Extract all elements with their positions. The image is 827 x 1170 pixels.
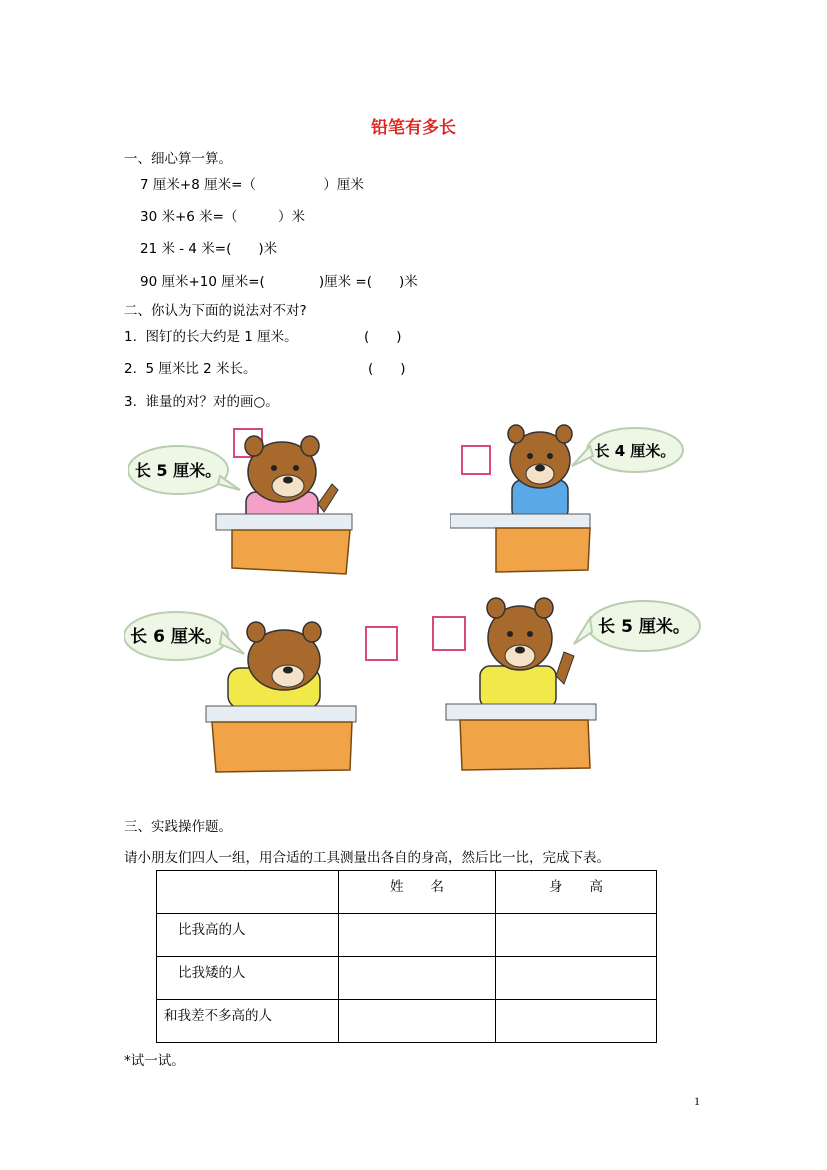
table-row [157,957,657,1000]
calc-item-3: 21 米 - 4 米=( )米 [140,241,278,257]
page-title: 铅笔有多长 [371,118,456,138]
bear-icon [228,622,321,708]
board-icon [460,720,590,770]
height-table [156,870,657,1043]
judge-item-1: 1. 图钉的长大约是 1 厘米。 [124,329,298,345]
ruler-icon [450,514,590,528]
table-row [157,1000,657,1043]
calc-item-2: 30 米+6 米=（ ）米 [140,209,305,225]
judge-blank-2[interactable]: ( ) [368,361,406,377]
calc-item-1: 7 厘米+8 厘米=（ ）厘米 [140,177,364,193]
bear-icon [508,425,572,520]
section1-heading: 一、细心算一算。 [124,151,232,167]
name-cell[interactable] [339,957,496,1000]
judge-item-2: 2. 5 厘米比 2 米长。 [124,361,257,377]
judge-item-3: 3. 谁量的对？对的画○。 [124,394,279,410]
section3-instruction: 请小朋友们四人一组，用合适的工具测量出各自的身高，然后比一比，完成下表。 [124,850,610,866]
height-cell[interactable] [496,957,657,1000]
row-label: 比我矮的人 [157,957,339,1000]
ruler-icon [446,704,596,720]
table-header-name: 姓 名 [339,871,496,914]
board-icon [232,530,350,574]
section2-heading: 二、你认为下面的说法对不对? [124,303,307,319]
height-cell[interactable] [496,914,657,957]
row-label: 和我差不多高的人 [157,1000,339,1043]
bear-scene-1 [128,432,358,582]
speech-text: 长 5 厘米。 [134,461,222,480]
table-header-cell [157,871,339,914]
ruler-icon [216,514,352,530]
row-label: 比我高的人 [157,914,339,957]
speech-text: 长 5 厘米。 [598,617,690,637]
speech-text: 长 6 厘米。 [130,627,222,647]
height-cell[interactable] [496,1000,657,1043]
name-cell[interactable] [339,914,496,957]
name-cell[interactable] [339,1000,496,1043]
table-header-height: 身 高 [496,871,657,914]
try-it-label: *试一试。 [124,1053,185,1069]
calc-item-4: 90 厘米+10 厘米=( )厘米 =( )米 [140,274,418,290]
bear-icon [480,598,574,708]
board-icon [496,528,590,572]
bear-scene-4 [444,596,706,771]
answer-box-3[interactable] [365,626,398,661]
board-icon [212,722,352,772]
table-row [157,914,657,957]
speech-text: 长 4 厘米。 [594,442,676,460]
judge-blank-1[interactable]: ( ) [364,329,402,345]
page-number: 1 [694,1094,700,1108]
section3-heading: 三、实践操作题。 [124,819,232,835]
bear-scene-3 [124,602,364,777]
ruler-icon [206,706,356,722]
bear-scene-2 [450,422,690,577]
